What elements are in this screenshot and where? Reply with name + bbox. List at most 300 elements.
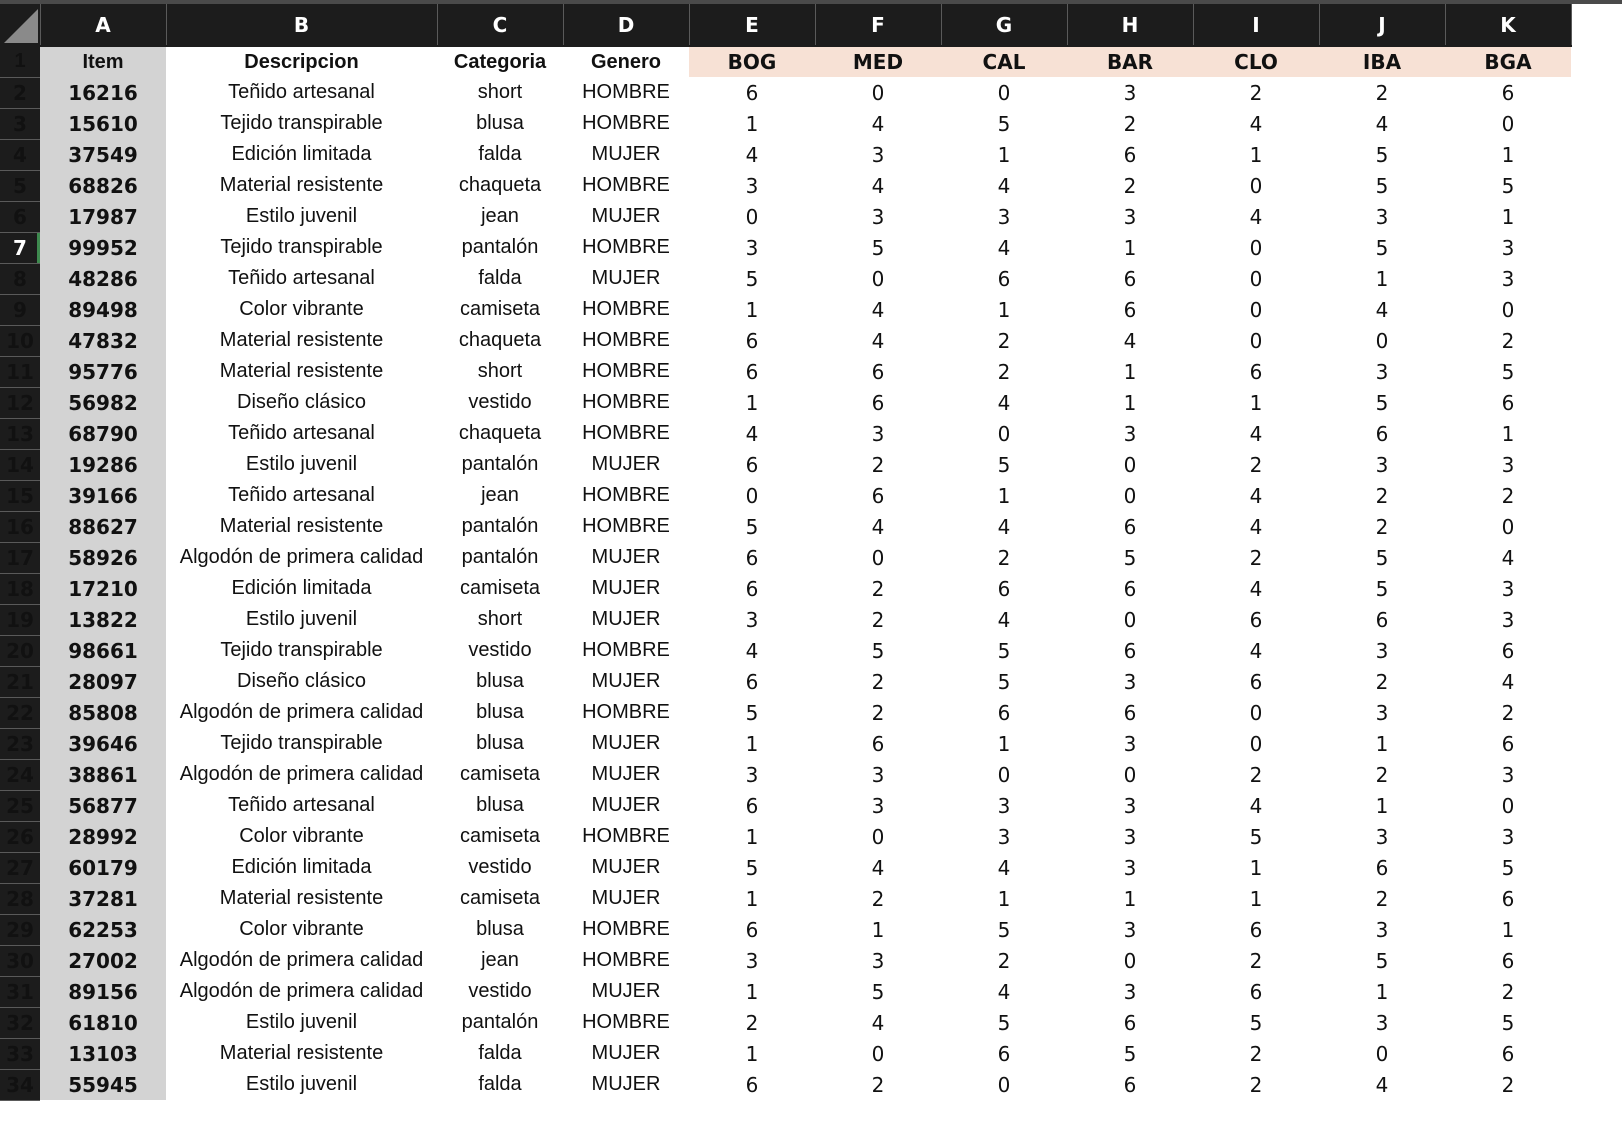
row-number[interactable]: 9 [0,294,40,325]
stock-cell[interactable]: 6 [1123,576,1137,601]
stock-cell[interactable]: 5 [745,514,759,539]
genero-cell[interactable]: MUJER [591,267,661,289]
stock-cell[interactable]: 4 [871,328,885,353]
stock-cell[interactable]: 2 [871,669,885,694]
item-cell[interactable]: 15610 [40,108,166,139]
stock-cell[interactable]: 1 [997,297,1011,322]
stock-cell[interactable]: 2 [1249,948,1263,973]
descripcion-cell[interactable]: Teñido artesanal [228,794,375,816]
item-cell[interactable]: 13103 [40,1038,166,1069]
stock-cell[interactable]: 5 [1375,948,1389,973]
header-store-cell[interactable]: MED [815,46,941,77]
row-number[interactable]: 4 [0,139,40,170]
item-cell[interactable]: 28992 [40,821,166,852]
column-header-d[interactable]: D [563,4,689,46]
categoria-cell[interactable]: camiseta [459,298,541,320]
stock-cell[interactable]: 3 [871,142,885,167]
stock-cell[interactable]: 4 [745,638,759,663]
categoria-cell[interactable]: blusa [476,732,524,754]
stock-cell[interactable]: 4 [997,390,1011,415]
stock-cell[interactable]: 6 [1123,700,1137,725]
stock-cell[interactable]: 6 [997,576,1011,601]
stock-cell[interactable]: 4 [1375,297,1389,322]
descripcion-cell[interactable]: Algodón de primera calidad [179,949,424,971]
row-number[interactable]: 16 [0,511,40,542]
stock-cell[interactable]: 6 [745,576,759,601]
column-header-i[interactable]: I [1193,4,1319,46]
item-cell[interactable]: 48286 [40,263,166,294]
stock-cell[interactable]: 1 [1249,390,1263,415]
descripcion-cell[interactable]: Teñido artesanal [228,81,375,103]
stock-cell[interactable]: 5 [1249,1010,1263,1035]
stock-cell[interactable]: 1 [745,111,759,136]
stock-cell[interactable]: 6 [1501,1041,1515,1066]
stock-cell[interactable]: 1 [745,1041,759,1066]
stock-cell[interactable]: 0 [1249,266,1263,291]
stock-cell[interactable]: 0 [1123,607,1137,632]
item-cell[interactable]: 19286 [40,449,166,480]
categoria-cell[interactable]: pantalón [461,453,539,475]
item-cell[interactable]: 60179 [40,852,166,883]
stock-cell[interactable]: 6 [1501,948,1515,973]
row-number[interactable]: 24 [0,759,40,790]
stock-cell[interactable]: 4 [997,855,1011,880]
row-number[interactable]: 6 [0,201,40,232]
stock-cell[interactable]: 2 [1501,483,1515,508]
genero-cell[interactable]: MUJER [591,732,661,754]
categoria-cell[interactable]: pantalón [461,236,539,258]
row-number[interactable]: 5 [0,170,40,201]
header-store-cell[interactable]: BAR [1067,46,1193,77]
item-cell[interactable]: 68790 [40,418,166,449]
stock-cell[interactable]: 4 [1249,483,1263,508]
stock-cell[interactable]: 0 [1123,762,1137,787]
stock-cell[interactable]: 5 [745,266,759,291]
header-categoria-cell[interactable]: Categoria [453,50,547,73]
row-number[interactable]: 18 [0,573,40,604]
stock-cell[interactable]: 6 [871,731,885,756]
descripcion-cell[interactable]: Edición limitada [231,577,372,599]
categoria-cell[interactable]: short [477,360,523,382]
categoria-cell[interactable]: pantalón [461,546,539,568]
genero-cell[interactable]: HOMBRE [582,701,670,723]
row-number[interactable]: 28 [0,883,40,914]
descripcion-cell[interactable]: Estilo juvenil [245,205,358,227]
stock-cell[interactable]: 3 [997,204,1011,229]
column-header-e[interactable]: E [689,4,815,46]
stock-cell[interactable]: 0 [1249,328,1263,353]
header-store-cell[interactable]: IBA [1319,46,1445,77]
stock-cell[interactable]: 6 [1249,607,1263,632]
genero-cell[interactable]: MUJER [591,205,661,227]
stock-cell[interactable]: 2 [1123,173,1137,198]
item-cell[interactable]: 58926 [40,542,166,573]
genero-cell[interactable]: HOMBRE [582,360,670,382]
stock-cell[interactable]: 5 [1375,390,1389,415]
stock-cell[interactable]: 0 [1501,793,1515,818]
genero-cell[interactable]: MUJER [591,1042,661,1064]
descripcion-cell[interactable]: Material resistente [219,1042,384,1064]
categoria-cell[interactable]: jean [481,205,519,227]
stock-cell[interactable]: 1 [1501,142,1515,167]
stock-cell[interactable]: 6 [1123,142,1137,167]
column-header-h[interactable]: H [1067,4,1193,46]
stock-cell[interactable]: 3 [997,793,1011,818]
stock-cell[interactable]: 3 [1123,731,1137,756]
categoria-cell[interactable]: camiseta [459,763,541,785]
stock-cell[interactable]: 2 [1249,80,1263,105]
categoria-cell[interactable]: short [477,608,523,630]
stock-cell[interactable]: 2 [1375,80,1389,105]
stock-cell[interactable]: 3 [871,762,885,787]
categoria-cell[interactable]: blusa [476,918,524,940]
stock-cell[interactable]: 1 [997,731,1011,756]
stock-cell[interactable]: 6 [1249,359,1263,384]
row-number[interactable]: 27 [0,852,40,883]
stock-cell[interactable]: 6 [1375,607,1389,632]
stock-cell[interactable]: 3 [1123,855,1137,880]
stock-cell[interactable]: 1 [1249,886,1263,911]
stock-cell[interactable]: 5 [871,235,885,260]
stock-cell[interactable]: 5 [997,1010,1011,1035]
stock-cell[interactable]: 0 [1123,948,1137,973]
descripcion-cell[interactable]: Tejido transpirable [220,236,383,258]
stock-cell[interactable]: 3 [745,173,759,198]
item-cell[interactable]: 27002 [40,945,166,976]
categoria-cell[interactable]: vestido [468,856,532,878]
stock-cell[interactable]: 6 [745,452,759,477]
stock-cell[interactable]: 2 [1249,545,1263,570]
stock-cell[interactable]: 3 [1375,638,1389,663]
descripcion-cell[interactable]: Tejido transpirable [220,732,383,754]
stock-cell[interactable]: 2 [1501,1072,1515,1097]
stock-cell[interactable]: 5 [997,111,1011,136]
genero-cell[interactable]: MUJER [591,887,661,909]
genero-cell[interactable]: HOMBRE [582,918,670,940]
stock-cell[interactable]: 5 [1501,855,1515,880]
stock-cell[interactable]: 6 [1123,1072,1137,1097]
stock-cell[interactable]: 3 [745,607,759,632]
descripcion-cell[interactable]: Algodón de primera calidad [179,546,424,568]
stock-cell[interactable]: 5 [997,638,1011,663]
stock-cell[interactable]: 4 [871,173,885,198]
stock-cell[interactable]: 0 [1375,328,1389,353]
descripcion-cell[interactable]: Material resistente [219,515,384,537]
categoria-cell[interactable]: falda [478,143,522,165]
stock-cell[interactable]: 2 [871,576,885,601]
stock-cell[interactable]: 1 [1375,793,1389,818]
stock-cell[interactable]: 1 [1501,204,1515,229]
stock-cell[interactable]: 1 [1249,142,1263,167]
stock-cell[interactable]: 2 [1375,514,1389,539]
descripcion-cell[interactable]: Material resistente [219,174,384,196]
item-cell[interactable]: 28097 [40,666,166,697]
row-number[interactable]: 13 [0,418,40,449]
stock-cell[interactable]: 6 [1501,886,1515,911]
stock-cell[interactable]: 5 [1375,142,1389,167]
stock-cell[interactable]: 3 [1375,359,1389,384]
item-cell[interactable]: 56877 [40,790,166,821]
genero-cell[interactable]: MUJER [591,577,661,599]
stock-cell[interactable]: 1 [1123,235,1137,260]
stock-cell[interactable]: 3 [1375,917,1389,942]
stock-cell[interactable]: 0 [1501,111,1515,136]
row-number[interactable]: 19 [0,604,40,635]
stock-cell[interactable]: 3 [1501,824,1515,849]
stock-cell[interactable]: 6 [997,700,1011,725]
item-cell[interactable]: 39646 [40,728,166,759]
row-number[interactable]: 17 [0,542,40,573]
stock-cell[interactable]: 1 [745,297,759,322]
stock-cell[interactable]: 5 [1375,173,1389,198]
stock-cell[interactable]: 6 [1375,855,1389,880]
stock-cell[interactable]: 5 [997,917,1011,942]
row-number[interactable]: 8 [0,263,40,294]
descripcion-cell[interactable]: Edición limitada [231,856,372,878]
stock-cell[interactable]: 6 [997,266,1011,291]
stock-cell[interactable]: 1 [745,824,759,849]
stock-cell[interactable]: 3 [1501,576,1515,601]
categoria-cell[interactable]: pantalón [461,515,539,537]
stock-cell[interactable]: 5 [1375,576,1389,601]
stock-cell[interactable]: 6 [745,80,759,105]
stock-cell[interactable]: 3 [1375,824,1389,849]
descripcion-cell[interactable]: Estilo juvenil [245,608,358,630]
stock-cell[interactable]: 4 [1123,328,1137,353]
stock-cell[interactable]: 3 [1375,452,1389,477]
categoria-cell[interactable]: blusa [476,701,524,723]
descripcion-cell[interactable]: Diseño clásico [237,670,366,692]
stock-cell[interactable]: 1 [1501,421,1515,446]
stock-cell[interactable]: 1 [997,142,1011,167]
stock-cell[interactable]: 4 [1249,421,1263,446]
item-cell[interactable]: 68826 [40,170,166,201]
genero-cell[interactable]: HOMBRE [582,515,670,537]
stock-cell[interactable]: 3 [1501,235,1515,260]
header-genero-cell[interactable]: Genero [590,50,662,73]
stock-cell[interactable]: 0 [1123,452,1137,477]
categoria-cell[interactable]: jean [481,949,519,971]
stock-cell[interactable]: 1 [1249,855,1263,880]
categoria-cell[interactable]: camiseta [459,577,541,599]
item-cell[interactable]: 17987 [40,201,166,232]
stock-cell[interactable]: 4 [871,111,885,136]
stock-cell[interactable]: 5 [1249,824,1263,849]
item-cell[interactable]: 99952 [40,232,166,263]
stock-cell[interactable]: 0 [997,80,1011,105]
row-number[interactable]: 29 [0,914,40,945]
stock-cell[interactable]: 3 [1123,793,1137,818]
genero-cell[interactable]: HOMBRE [582,298,670,320]
item-cell[interactable]: 88627 [40,511,166,542]
descripcion-cell[interactable]: Estilo juvenil [245,1073,358,1095]
column-header-f[interactable]: F [815,4,941,46]
descripcion-cell[interactable]: Teñido artesanal [228,484,375,506]
row-number[interactable]: 23 [0,728,40,759]
stock-cell[interactable]: 0 [871,824,885,849]
genero-cell[interactable]: HOMBRE [582,236,670,258]
genero-cell[interactable]: MUJER [591,670,661,692]
stock-cell[interactable]: 6 [1123,514,1137,539]
stock-cell[interactable]: 3 [871,204,885,229]
descripcion-cell[interactable]: Material resistente [219,329,384,351]
row-number[interactable]: 20 [0,635,40,666]
stock-cell[interactable]: 3 [1123,669,1137,694]
stock-cell[interactable]: 0 [997,762,1011,787]
genero-cell[interactable]: HOMBRE [582,422,670,444]
stock-cell[interactable]: 6 [745,917,759,942]
stock-cell[interactable]: 6 [871,390,885,415]
row-number[interactable]: 7 [0,232,40,263]
row-number[interactable]: 10 [0,325,40,356]
row-number[interactable]: 34 [0,1069,40,1100]
stock-cell[interactable]: 2 [1123,111,1137,136]
item-cell[interactable]: 56982 [40,387,166,418]
stock-cell[interactable]: 3 [1123,824,1137,849]
column-header-j[interactable]: J [1319,4,1445,46]
stock-cell[interactable]: 1 [745,731,759,756]
categoria-cell[interactable]: jean [481,484,519,506]
stock-cell[interactable]: 3 [1375,204,1389,229]
stock-cell[interactable]: 5 [1501,1010,1515,1035]
stock-cell[interactable]: 0 [1123,483,1137,508]
categoria-cell[interactable]: vestido [468,391,532,413]
descripcion-cell[interactable]: Color vibrante [239,918,364,940]
row-number[interactable]: 22 [0,697,40,728]
row-number[interactable]: 1 [0,46,40,77]
stock-cell[interactable]: 6 [1501,638,1515,663]
stock-cell[interactable]: 4 [871,1010,885,1035]
descripcion-cell[interactable]: Algodón de primera calidad [179,763,424,785]
genero-cell[interactable]: HOMBRE [582,639,670,661]
stock-cell[interactable]: 6 [1501,80,1515,105]
genero-cell[interactable]: HOMBRE [582,391,670,413]
stock-cell[interactable]: 4 [997,235,1011,260]
stock-cell[interactable]: 2 [1249,452,1263,477]
stock-cell[interactable]: 4 [1249,204,1263,229]
item-cell[interactable]: 55945 [40,1069,166,1100]
stock-cell[interactable]: 4 [1375,111,1389,136]
stock-cell[interactable]: 1 [1123,390,1137,415]
select-all-corner[interactable] [0,4,40,46]
header-store-cell[interactable]: CLO [1193,46,1319,77]
stock-cell[interactable]: 6 [1501,731,1515,756]
genero-cell[interactable]: HOMBRE [582,329,670,351]
row-number[interactable]: 2 [0,77,40,108]
stock-cell[interactable]: 5 [1123,545,1137,570]
descripcion-cell[interactable]: Tejido transpirable [220,112,383,134]
column-header-k[interactable]: K [1445,4,1571,46]
stock-cell[interactable]: 2 [1375,762,1389,787]
row-number[interactable]: 31 [0,976,40,1007]
descripcion-cell[interactable]: Color vibrante [239,825,364,847]
stock-cell[interactable]: 5 [1501,173,1515,198]
stock-cell[interactable]: 3 [1501,607,1515,632]
stock-cell[interactable]: 0 [1249,297,1263,322]
stock-cell[interactable]: 2 [871,452,885,477]
descripcion-cell[interactable]: Estilo juvenil [245,453,358,475]
stock-cell[interactable]: 6 [1123,1010,1137,1035]
stock-cell[interactable]: 4 [1249,793,1263,818]
item-cell[interactable]: 39166 [40,480,166,511]
stock-cell[interactable]: 6 [745,793,759,818]
genero-cell[interactable]: MUJER [591,856,661,878]
genero-cell[interactable]: MUJER [591,143,661,165]
stock-cell[interactable]: 4 [997,514,1011,539]
stock-cell[interactable]: 3 [1123,917,1137,942]
stock-cell[interactable]: 1 [745,979,759,1004]
stock-cell[interactable]: 2 [997,948,1011,973]
stock-cell[interactable]: 4 [997,607,1011,632]
stock-cell[interactable]: 1 [1375,731,1389,756]
stock-cell[interactable]: 1 [997,483,1011,508]
categoria-cell[interactable]: chaqueta [458,422,542,444]
stock-cell[interactable]: 2 [745,1010,759,1035]
genero-cell[interactable]: HOMBRE [582,81,670,103]
item-cell[interactable]: 13822 [40,604,166,635]
item-cell[interactable]: 95776 [40,356,166,387]
stock-cell[interactable]: 1 [1501,917,1515,942]
header-descripcion-cell[interactable]: Descripcion [244,50,359,73]
stock-cell[interactable]: 3 [1501,266,1515,291]
row-number[interactable]: 32 [0,1007,40,1038]
stock-cell[interactable]: 3 [745,762,759,787]
stock-cell[interactable]: 4 [1249,514,1263,539]
stock-cell[interactable]: 1 [1375,266,1389,291]
item-cell[interactable]: 37549 [40,139,166,170]
row-number[interactable]: 11 [0,356,40,387]
categoria-cell[interactable]: falda [478,1073,522,1095]
categoria-cell[interactable]: falda [478,1042,522,1064]
stock-cell[interactable]: 6 [1249,917,1263,942]
stock-cell[interactable]: 3 [1375,700,1389,725]
stock-cell[interactable]: 1 [1375,979,1389,1004]
categoria-cell[interactable]: camiseta [459,887,541,909]
item-cell[interactable]: 37281 [40,883,166,914]
stock-cell[interactable]: 2 [1501,979,1515,1004]
stock-cell[interactable]: 0 [745,483,759,508]
row-number[interactable]: 3 [0,108,40,139]
stock-cell[interactable]: 1 [997,886,1011,911]
categoria-cell[interactable]: pantalón [461,1011,539,1033]
genero-cell[interactable]: HOMBRE [582,1011,670,1033]
stock-cell[interactable]: 4 [1501,545,1515,570]
stock-cell[interactable]: 4 [745,142,759,167]
categoria-cell[interactable]: blusa [476,794,524,816]
stock-cell[interactable]: 2 [1249,1072,1263,1097]
stock-cell[interactable]: 6 [1123,266,1137,291]
header-store-cell[interactable]: BGA [1445,46,1571,77]
categoria-cell[interactable]: falda [478,267,522,289]
column-header-b[interactable]: B [166,4,437,46]
genero-cell[interactable]: MUJER [591,763,661,785]
stock-cell[interactable]: 6 [1375,421,1389,446]
stock-cell[interactable]: 2 [997,359,1011,384]
stock-cell[interactable]: 6 [1249,979,1263,1004]
row-number[interactable]: 26 [0,821,40,852]
genero-cell[interactable]: MUJER [591,794,661,816]
stock-cell[interactable]: 6 [997,1041,1011,1066]
stock-cell[interactable]: 5 [745,855,759,880]
categoria-cell[interactable]: camiseta [459,825,541,847]
stock-cell[interactable]: 2 [1501,700,1515,725]
stock-cell[interactable]: 0 [1249,731,1263,756]
item-cell[interactable]: 89156 [40,976,166,1007]
stock-cell[interactable]: 5 [997,669,1011,694]
stock-cell[interactable]: 2 [871,607,885,632]
descripcion-cell[interactable]: Material resistente [219,360,384,382]
stock-cell[interactable]: 1 [871,917,885,942]
